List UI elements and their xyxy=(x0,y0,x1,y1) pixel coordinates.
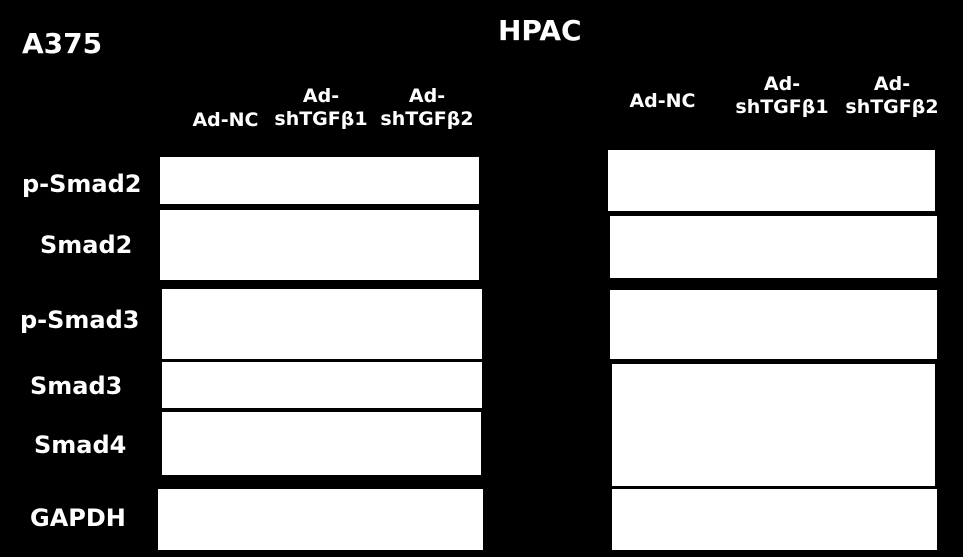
right-lane-label-2: Ad- shTGFβ1 xyxy=(735,73,829,118)
left-blot-p-smad3 xyxy=(162,289,482,359)
right-blot-smad2 xyxy=(610,216,937,278)
panel-title-hpac: HPAC xyxy=(498,14,582,47)
row-label-gapdh: GAPDH xyxy=(30,504,126,532)
right-blot-gapdh xyxy=(612,489,937,550)
right-blot-smad3-smad4 xyxy=(612,364,935,486)
left-lane-label-1: Ad-NC xyxy=(192,109,259,131)
row-label-p-smad3: p-Smad3 xyxy=(20,306,140,334)
row-label-smad4: Smad4 xyxy=(34,431,127,459)
right-lane-label-1: Ad-NC xyxy=(629,90,696,112)
right-blot-p-smad2 xyxy=(608,150,935,211)
left-blot-smad4 xyxy=(162,412,481,475)
left-blot-smad3 xyxy=(162,362,482,408)
left-lane-label-2: Ad- shTGFβ1 xyxy=(274,85,368,130)
row-label-smad2: Smad2 xyxy=(40,231,133,259)
panel-title-a375: A375 xyxy=(22,27,103,60)
left-lane-label-3: Ad- shTGFβ2 xyxy=(380,85,474,130)
row-label-smad3: Smad3 xyxy=(30,372,123,400)
right-blot-p-smad3 xyxy=(610,290,937,359)
left-blot-gapdh xyxy=(158,489,483,550)
left-blot-smad2 xyxy=(160,210,479,280)
row-label-p-smad2: p-Smad2 xyxy=(22,170,142,198)
right-lane-label-3: Ad- shTGFβ2 xyxy=(845,73,939,118)
left-blot-p-smad2 xyxy=(160,157,479,204)
